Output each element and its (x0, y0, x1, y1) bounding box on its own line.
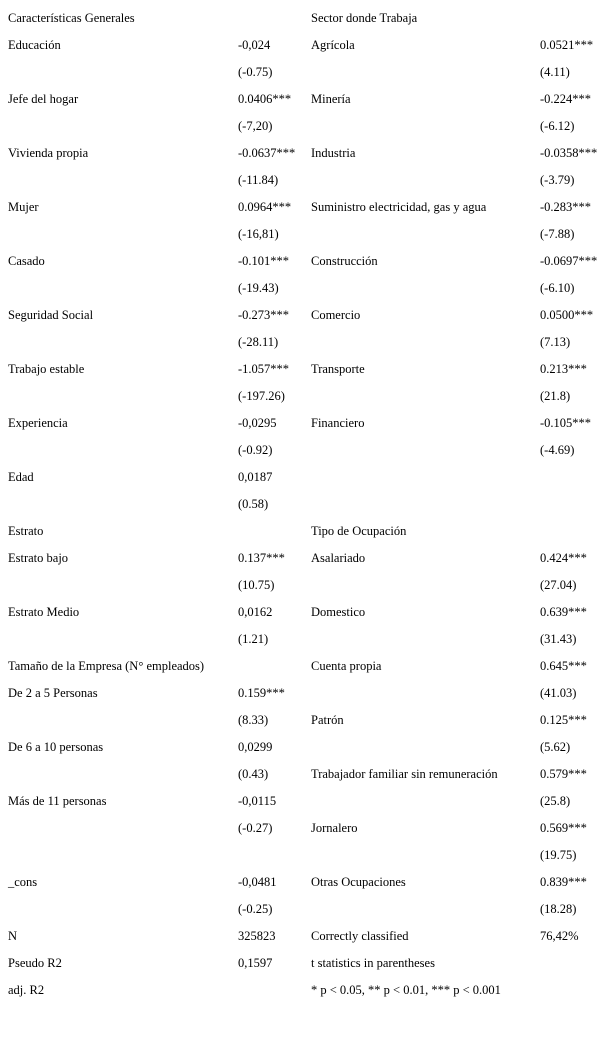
coefficient-right: (5.62) (540, 740, 571, 754)
variable-label-left: Edad (8, 470, 34, 484)
variable-label-right: Trabajador familiar sin remuneración (311, 767, 498, 781)
variable-label-right: Minería (311, 92, 351, 106)
table-row (0, 734, 613, 761)
table-row (0, 599, 613, 626)
variable-label-right: Construcción (311, 254, 378, 268)
coefficient-left: -0,0295 (238, 416, 277, 430)
table-row (0, 869, 613, 896)
variable-label-left: Características Generales (8, 11, 135, 25)
table-row (0, 572, 613, 599)
coefficient-left: 0.0406*** (238, 92, 292, 106)
coefficient-right: (-6.10) (540, 281, 575, 295)
variable-label-right: Asalariado (311, 551, 366, 565)
variable-label-right: Suministro electricidad, gas y agua (311, 200, 487, 214)
coefficient-left: (10.75) (238, 578, 275, 592)
variable-label-right: Sector donde Trabaja (311, 11, 418, 25)
coefficient-right: (18.28) (540, 902, 577, 916)
coefficient-right: -0.0358*** (540, 146, 598, 160)
coefficient-left: 0,0162 (238, 605, 273, 619)
coefficient-right: 0.569*** (540, 821, 587, 835)
coefficient-right: (27.04) (540, 578, 577, 592)
variable-label-left: Experiencia (8, 416, 68, 430)
table-row (0, 437, 613, 464)
coefficient-left: (0.58) (238, 497, 269, 511)
variable-label-left: Pseudo R2 (8, 956, 62, 970)
variable-label-right: Cuenta propia (311, 659, 382, 673)
table-row (0, 86, 613, 113)
coefficient-right: 0.0500*** (540, 308, 594, 322)
coefficient-right: -0.224*** (540, 92, 592, 106)
coefficient-right: 0.639*** (540, 605, 587, 619)
table-row (0, 59, 613, 86)
variable-label-right: Industria (311, 146, 356, 160)
coefficient-right: 0.424*** (540, 551, 587, 565)
coefficient-left: 0.159*** (238, 686, 285, 700)
coefficient-right: (-7.88) (540, 227, 575, 241)
coefficient-left: (-19.43) (238, 281, 279, 295)
table-row (0, 32, 613, 59)
coefficient-left: (8.33) (238, 713, 269, 727)
table-row (0, 302, 613, 329)
coefficient-right: (25.8) (540, 794, 571, 808)
variable-label-right: Financiero (311, 416, 365, 430)
coefficient-right: (7.13) (540, 335, 571, 349)
variable-label-left: Trabajo estable (8, 362, 85, 376)
coefficient-left: (-16,81) (238, 227, 279, 241)
coefficient-left: (-197.26) (238, 389, 285, 403)
variable-label-right: Patrón (311, 713, 344, 727)
coefficient-left: (-0.92) (238, 443, 273, 457)
table-row (0, 491, 613, 518)
coefficient-left: (-0.27) (238, 821, 273, 835)
variable-label-left: N (8, 929, 18, 943)
coefficient-left: 0,1597 (238, 956, 273, 970)
table-row (0, 680, 613, 707)
table-row (0, 5, 613, 32)
table-row (0, 221, 613, 248)
table-row (0, 761, 613, 788)
coefficient-right: 0.0521*** (540, 38, 594, 52)
coefficient-right: (-4.69) (540, 443, 575, 457)
variable-label-left: Jefe del hogar (8, 92, 79, 106)
coefficient-right: 76,42% (540, 929, 579, 943)
variable-label-left: Estrato (8, 524, 44, 538)
table-row (0, 653, 613, 680)
variable-label-right: Tipo de Ocupación (311, 524, 407, 538)
variable-label-left: Casado (8, 254, 45, 268)
variable-label-right: Transporte (311, 362, 365, 376)
coefficient-right: 0.839*** (540, 875, 587, 889)
coefficient-left: (-28.11) (238, 335, 279, 349)
coefficient-left: (-0.75) (238, 65, 273, 79)
variable-label-left: Seguridad Social (8, 308, 94, 322)
coefficient-left: (-11.84) (238, 173, 279, 187)
variable-label-left: Mujer (8, 200, 39, 214)
variable-label-right: Comercio (311, 308, 361, 322)
table-row (0, 545, 613, 572)
coefficient-right: (21.8) (540, 389, 571, 403)
coefficient-right: 0.579*** (540, 767, 587, 781)
table-row (0, 275, 613, 302)
table-row (0, 788, 613, 815)
variable-label-right: Jornalero (311, 821, 358, 835)
coefficient-right: (31.43) (540, 632, 577, 646)
coefficient-right: -0.105*** (540, 416, 592, 430)
table-row (0, 113, 613, 140)
coefficient-left: -1.057*** (238, 362, 290, 376)
variable-label-left: De 2 a 5 Personas (8, 686, 98, 700)
coefficient-left: -0.101*** (238, 254, 290, 268)
coefficient-right: -0.0697*** (540, 254, 598, 268)
table-row (0, 707, 613, 734)
table-row (0, 518, 613, 545)
coefficient-right: (19.75) (540, 848, 577, 862)
table-row (0, 329, 613, 356)
table-row (0, 626, 613, 653)
coefficient-left: -0,0481 (238, 875, 277, 889)
coefficient-left: 0,0187 (238, 470, 273, 484)
coefficient-left: 325823 (238, 929, 276, 943)
table-row (0, 356, 613, 383)
variable-label-left: Más de 11 personas (8, 794, 107, 808)
coefficient-left: (1.21) (238, 632, 269, 646)
table-row (0, 140, 613, 167)
coefficient-left: -0.273*** (238, 308, 290, 322)
coefficient-right: (41.03) (540, 686, 577, 700)
coefficient-left: -0,024 (238, 38, 271, 52)
coefficient-left: (-7,20) (238, 119, 273, 133)
coefficient-left: -0,0115 (238, 794, 277, 808)
coefficient-right: 0.645*** (540, 659, 587, 673)
coefficient-right: (4.11) (540, 65, 570, 79)
variable-label-left: Estrato bajo (8, 551, 69, 565)
variable-label-right: Domestico (311, 605, 366, 619)
coefficient-right: (-3.79) (540, 173, 575, 187)
coefficient-right: 0.125*** (540, 713, 587, 727)
coefficient-left: -0.0637*** (238, 146, 296, 160)
table-row (0, 896, 613, 923)
coefficient-left: (0.43) (238, 767, 269, 781)
table-row (0, 923, 613, 950)
coefficient-right: -0.283*** (540, 200, 592, 214)
table-row (0, 842, 613, 869)
variable-label-left: Estrato Medio (8, 605, 80, 619)
table-row (0, 167, 613, 194)
variable-label-left: _cons (8, 875, 38, 889)
table-row (0, 410, 613, 437)
table-row (0, 194, 613, 221)
variable-label-right: Otras Ocupaciones (311, 875, 406, 889)
coefficient-left: (-0.25) (238, 902, 273, 916)
coefficient-left: 0.137*** (238, 551, 285, 565)
table-row (0, 248, 613, 275)
coefficient-left: 0.0964*** (238, 200, 292, 214)
table-row (0, 977, 613, 1004)
variable-label-left: Vivienda propia (8, 146, 89, 160)
coefficient-right: (-6.12) (540, 119, 575, 133)
variable-label-left: adj. R2 (8, 983, 45, 997)
variable-label-right: t statistics in parentheses (311, 956, 435, 970)
variable-label-right: Correctly classified (311, 929, 409, 943)
table-row (0, 464, 613, 491)
table-row (0, 383, 613, 410)
variable-label-left: Tamaño de la Empresa (N° empleados) (8, 659, 205, 673)
table-row (0, 950, 613, 977)
table-row (0, 815, 613, 842)
coefficient-right: 0.213*** (540, 362, 587, 376)
coefficient-left: 0,0299 (238, 740, 273, 754)
variable-label-left: Educación (8, 38, 61, 52)
variable-label-left: De 6 a 10 personas (8, 740, 104, 754)
variable-label-right: Agrícola (311, 38, 355, 52)
variable-label-right: * p < 0.05, ** p < 0.01, *** p < 0.001 (311, 983, 501, 997)
